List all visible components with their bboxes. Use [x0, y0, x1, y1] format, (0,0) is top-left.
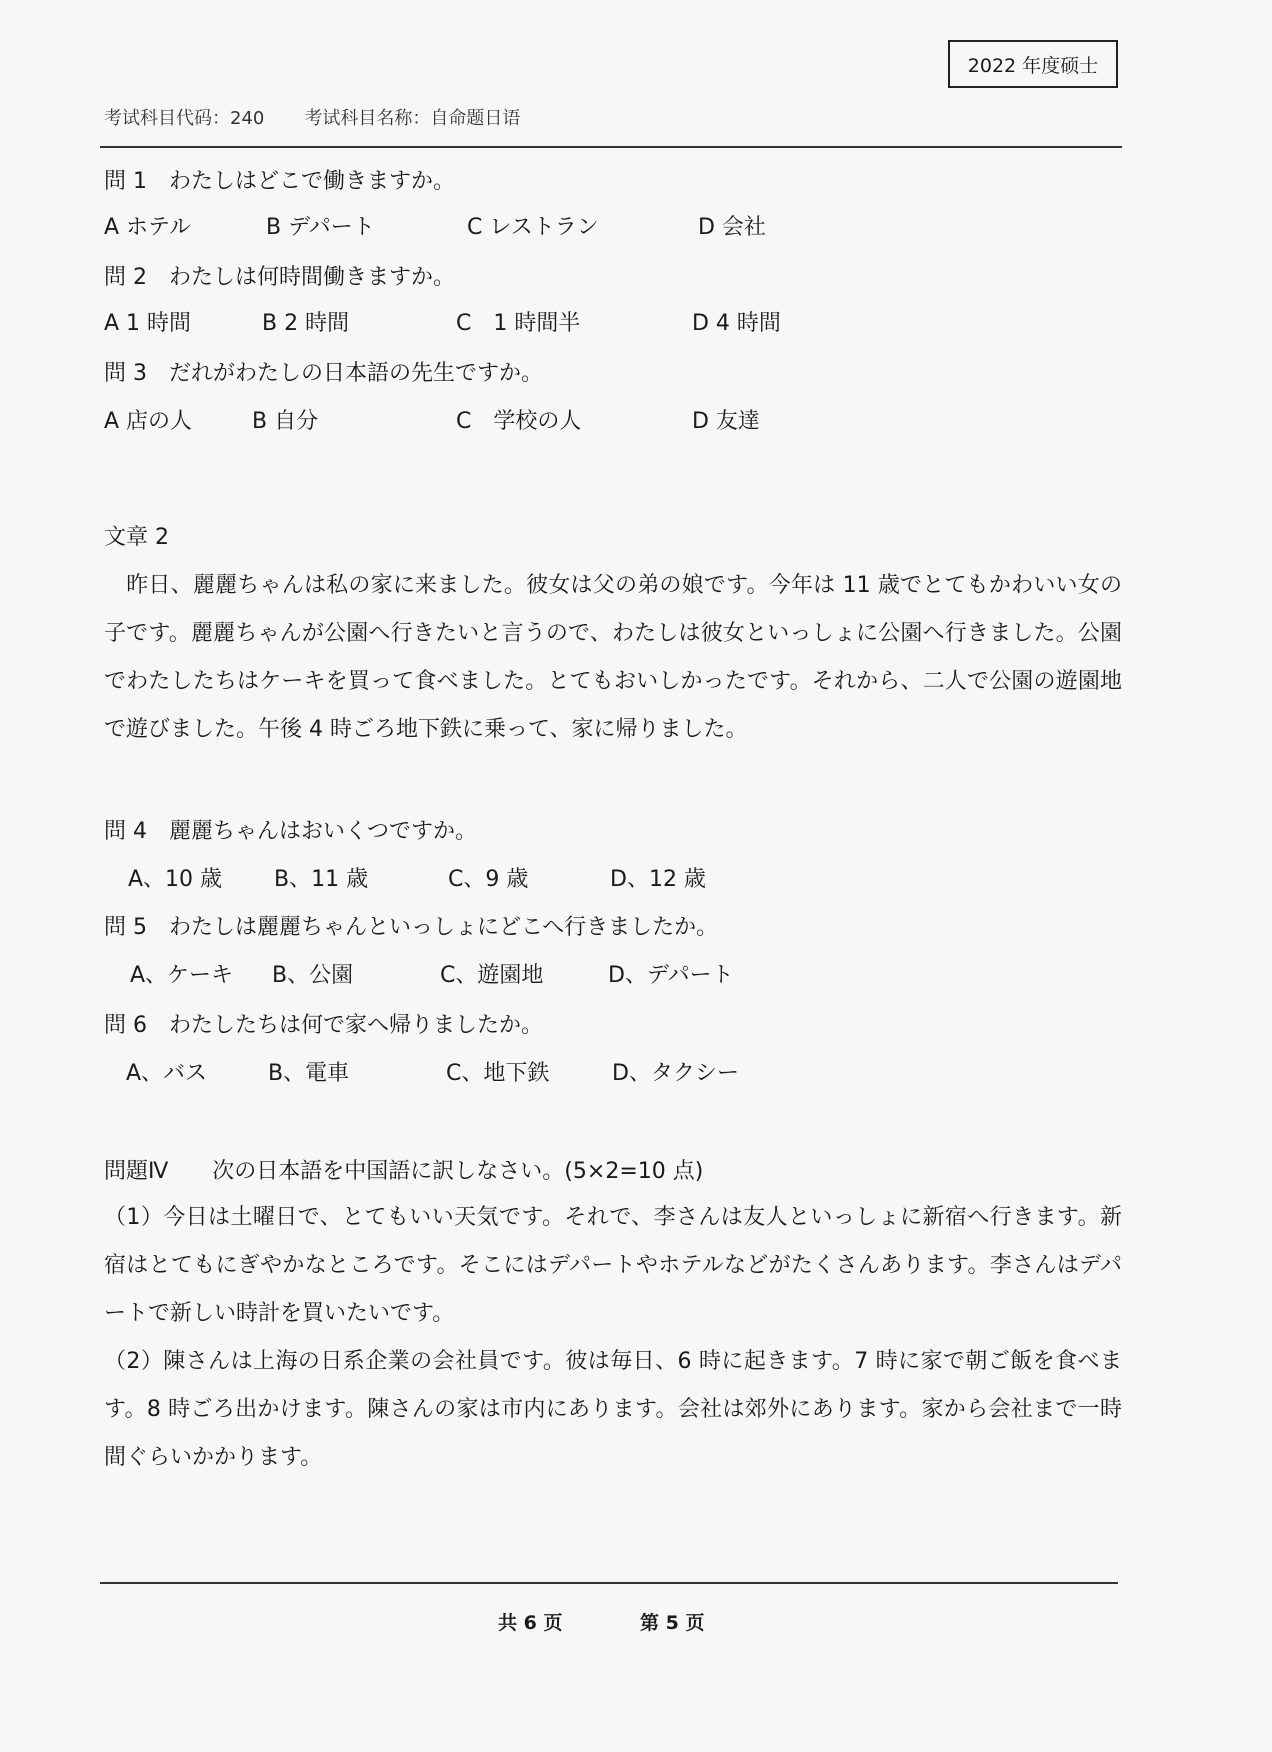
- year-label-box: 2022 年度硕士: [948, 40, 1118, 88]
- q3-option-d: D 友達: [692, 409, 760, 434]
- q5-option-c: C、遊園地: [440, 963, 544, 988]
- q5-option-a: A、ケーキ: [130, 963, 234, 988]
- q4-option-c: C、9 歳: [448, 867, 529, 892]
- subject-name: 考试科目名称：自命题日语: [304, 108, 521, 129]
- q6-option-c: C、地下鉄: [446, 1061, 550, 1086]
- q6-option-b: B、電車: [268, 1061, 350, 1086]
- q3-option-b: B 自分: [252, 409, 319, 434]
- current-page: 第 5 页: [640, 1612, 705, 1634]
- question-1: 問 1 わたしはどこで働きますか。: [104, 169, 455, 194]
- passage-2-text: 昨日、麗麗ちゃんは私の家に来ました。彼女は父の弟の娘です。今年は 11 歳でとてもかわいい女の子です。麗麗ちゃんが公園へ行きたいと言うので、わたしは彼女といっしょに公園へ行きました。公園でわたしたちはケーキを買って食べました。とてもおいしかったです。それから、二人で公園の遊園地で遊びました。午後 4 時ごろ地下鉄に乗って、家に帰りました。: [104, 573, 1122, 742]
- exam-header: [104, 104, 1124, 130]
- q6-option-a: A、バス: [126, 1061, 208, 1086]
- q5-option-b: B、公園: [272, 963, 354, 988]
- q2-option-b: B 2 時間: [262, 311, 350, 336]
- q1-option-a: A ホテル: [104, 215, 191, 240]
- question-5: 問 5 わたしは麗麗ちゃんといっしょにどこへ行きましたか。: [104, 915, 719, 940]
- q1-option-d: D 会社: [698, 215, 766, 240]
- q6-option-d: D、タクシー: [612, 1061, 739, 1086]
- footer-divider: [100, 1582, 1118, 1584]
- translation-item-2: （2）陳さんは上海の日系企業の会社員です。彼は毎日、6 時に起きます。7 時に家で朝ご飯を食べます。8 時ごろ出かけます。陳さんの家は市内にあります。会社は郊外にあります。家から会社まで一時間ぐらいかかります。: [104, 1349, 1122, 1470]
- q3-option-a: A 店の人: [104, 409, 193, 434]
- header-divider: [100, 146, 1122, 148]
- q4-option-b: B、11 歳: [274, 867, 369, 892]
- q4-option-d: D、12 歳: [610, 867, 706, 892]
- q3-option-c: C 学校の人: [456, 409, 582, 434]
- q2-option-d: D 4 時間: [692, 311, 781, 336]
- q5-option-d: D、デパート: [608, 963, 734, 988]
- q2-option-c: C 1 時間半: [456, 311, 581, 336]
- question-2: 問 2 わたしは何時間働きますか。: [104, 265, 455, 290]
- translation-item-1: （1）今日は土曜日で、とてもいい天気です。それで、李さんは友人といっしょに新宿へ行きます。新宿はとてもにぎやかなところです。そこにはデパートやホテルなどがたくさんあります。李さんはデパートで新しい時計を買いたいです。: [104, 1205, 1122, 1326]
- passage-2-title: 文章 2: [104, 525, 169, 550]
- total-pages: 共 6 页: [498, 1612, 563, 1634]
- section-4-title: 問題Ⅳ 次の日本語を中国語に訳しなさい。(5×2=10 点): [104, 1159, 704, 1184]
- question-4: 問 4 麗麗ちゃんはおいくつですか。: [104, 819, 477, 844]
- q4-option-a: A、10 歳: [128, 867, 223, 892]
- q1-option-c: C レストラン: [467, 215, 599, 240]
- q1-option-b: B デパート: [266, 215, 375, 240]
- subject-code: 考试科目代码：240: [104, 108, 265, 129]
- question-3: 問 3 だれがわたしの日本語の先生ですか。: [104, 361, 543, 386]
- question-6: 問 6 わたしたちは何で家へ帰りましたか。: [104, 1013, 543, 1038]
- q2-option-a: A 1 時間: [104, 311, 192, 336]
